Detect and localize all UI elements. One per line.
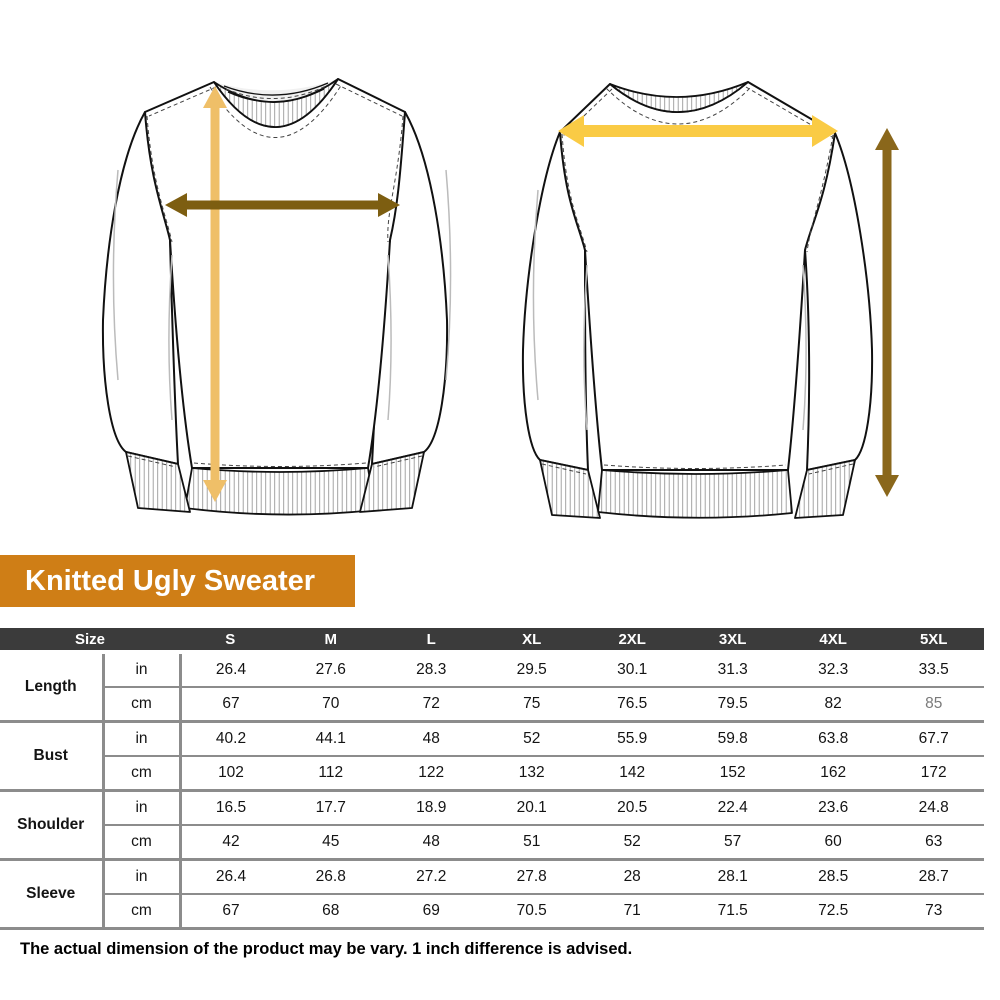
size-table-section: [0, 628, 984, 930]
value-cell: 75: [481, 687, 581, 722]
table-row: [0, 860, 984, 895]
table-row: [0, 652, 984, 687]
front-left-cuff: [126, 452, 190, 512]
value-cell: 27.2: [381, 860, 481, 895]
value-cell: 51: [481, 825, 581, 860]
value-cell: 30.1: [617, 661, 648, 678]
value-cell: 24.8: [883, 791, 984, 826]
value-cell: 57: [682, 825, 782, 860]
value-cell: 48: [381, 825, 481, 860]
unit-cell: cm: [103, 825, 180, 860]
value-cell: 23.6: [783, 791, 883, 826]
value-cell: 28.5: [783, 860, 883, 895]
value-cell: 172: [883, 756, 984, 791]
back-left-cuff: [540, 460, 600, 518]
value-cell: 70.5: [481, 894, 581, 929]
size-column-header: 3XL: [682, 628, 782, 652]
size-column-header: S: [180, 628, 280, 652]
value-cell: 152: [682, 756, 782, 791]
back-right-cuff: [795, 460, 855, 518]
value-cell: 45: [281, 825, 381, 860]
table-row: [0, 791, 984, 826]
value-cell: 22.4: [682, 791, 782, 826]
product-title: Knitted Ugly Sweater: [25, 565, 316, 597]
table-row: [0, 894, 984, 929]
size-table: [0, 628, 984, 930]
value-cell: 44.1: [281, 722, 381, 757]
sweater-front-view: [88, 50, 476, 520]
value-cell: 112: [281, 756, 381, 791]
value-cell: 162: [783, 756, 883, 791]
size-column-header: 2XL: [582, 628, 682, 652]
size-column-header: 4XL: [783, 628, 883, 652]
size-column-header: 5XL: [883, 628, 984, 652]
value-cell: 28.7: [883, 860, 984, 895]
value-cell: 79.5: [682, 687, 782, 722]
measurement-label: Shoulder: [0, 791, 103, 860]
unit-cell: in: [103, 652, 180, 687]
value-cell: 59.8: [682, 722, 782, 757]
product-title-banner: [0, 555, 355, 607]
value-cell: 68: [281, 894, 381, 929]
value-cell: 27.8: [481, 860, 581, 895]
value-cell: 72.5: [783, 894, 883, 929]
value-cell: 71: [582, 894, 682, 929]
value-cell: 63.8: [783, 722, 883, 757]
value-cell: 52: [582, 825, 682, 860]
value-cell: 60: [783, 825, 883, 860]
value-cell: 122: [381, 756, 481, 791]
value-cell: 71.5: [682, 894, 782, 929]
value-cell: 102: [180, 756, 280, 791]
value-cell: 28.3: [416, 661, 447, 678]
value-cell: 67: [180, 894, 280, 929]
size-table-corner-label: Size: [0, 628, 180, 652]
value-cell: 85: [883, 687, 984, 722]
measurement-label: Length: [0, 652, 103, 722]
value-cell: 73: [883, 894, 984, 929]
unit-cell: cm: [103, 756, 180, 791]
size-column-header: M: [281, 628, 381, 652]
unit-cell: cm: [103, 894, 180, 929]
unit-cell: in: [103, 860, 180, 895]
value-cell: 42: [180, 825, 280, 860]
size-column-header: L: [381, 628, 481, 652]
value-cell: 70: [281, 687, 381, 722]
value-cell: 20.1: [481, 791, 581, 826]
measurement-label: Sleeve: [0, 860, 103, 929]
value-cell: 72: [381, 687, 481, 722]
value-cell: 18.9: [381, 791, 481, 826]
value-cell: 67.7: [883, 722, 984, 757]
size-column-header: XL: [481, 628, 581, 652]
value-cell: 82: [783, 687, 883, 722]
value-cell: 20.5: [582, 791, 682, 826]
table-row: [0, 722, 984, 757]
value-cell: 63: [883, 825, 984, 860]
unit-cell: in: [103, 722, 180, 757]
disclaimer-text: The actual dimension of the product may be vary. 1 inch difference is advised.: [20, 940, 633, 958]
value-cell: 27.6: [315, 661, 346, 678]
value-cell: 26.4: [180, 860, 280, 895]
sleeve-measure-arrow: [875, 128, 899, 497]
table-row: [0, 756, 984, 791]
value-cell: 33.5: [918, 661, 949, 678]
unit-cell: in: [103, 791, 180, 826]
table-row: [0, 687, 984, 722]
value-cell: 69: [381, 894, 481, 929]
value-cell: 28: [582, 860, 682, 895]
value-cell: 132: [481, 756, 581, 791]
value-cell: 52: [481, 722, 581, 757]
value-cell: 26.8: [281, 860, 381, 895]
value-cell: 142: [582, 756, 682, 791]
value-cell: 67: [180, 687, 280, 722]
back-body: [560, 82, 835, 470]
measurement-label: Bust: [0, 722, 103, 791]
value-cell: 32.3: [818, 661, 849, 678]
table-row: [0, 825, 984, 860]
sweater-back-view: [505, 50, 935, 520]
value-cell: 17.7: [281, 791, 381, 826]
value-cell: 28.1: [682, 860, 782, 895]
value-cell: 26.4: [215, 661, 247, 678]
value-cell: 29.5: [516, 661, 547, 678]
value-cell: 76.5: [582, 687, 682, 722]
value-cell: 16.5: [180, 791, 280, 826]
value-cell: 40.2: [180, 722, 280, 757]
back-hem-rib: [598, 470, 792, 518]
value-cell: 48: [381, 722, 481, 757]
value-cell: 55.9: [582, 722, 682, 757]
unit-cell: cm: [103, 687, 180, 722]
value-cell: 31.3: [717, 661, 748, 678]
